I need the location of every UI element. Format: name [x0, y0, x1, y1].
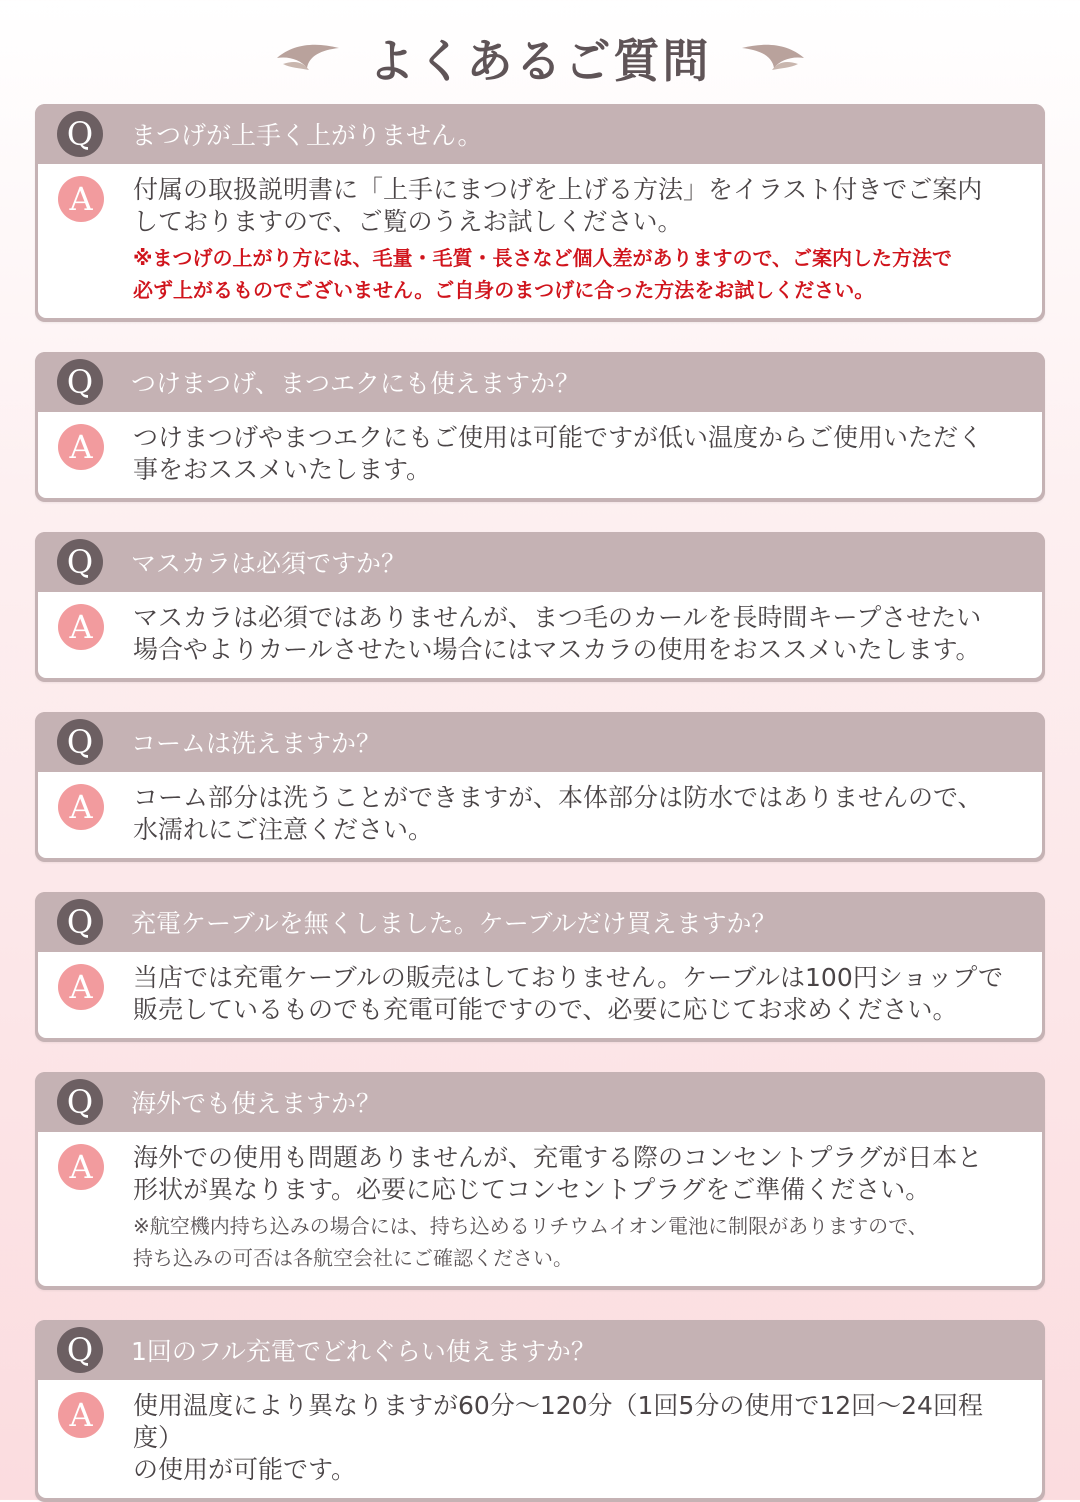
page-header	[0, 18, 1080, 98]
question-row	[35, 1320, 1045, 1380]
answer-text: 付属の取扱説明書に「上手にまつげを上げる方法」をイラスト付きでご案内 しておりますので、ご覧のうえお試しください。	[133, 175, 983, 236]
question-row	[35, 352, 1045, 412]
answer-text: 海外での使用も問題ありませんが、充電する際のコンセントプラグが日本と 形状が異なります。必要に応じてコンセントプラグをご準備ください。	[133, 1143, 983, 1204]
q-badge-icon: Q	[57, 899, 103, 945]
answer-text: 当店では充電ケーブルの販売はしておりません。ケーブルは100円ショップで 販売しているものでも充電可能ですので、必要に応じてお求めください。	[133, 963, 1003, 1024]
answer-row	[38, 1380, 1042, 1498]
q-badge-icon: Q	[57, 1327, 103, 1373]
question-text: マスカラは必須ですか？	[131, 549, 407, 578]
question-text: コームは洗えますか？	[131, 729, 382, 758]
question-text: つけまつげ、まつエクにも使えますか？	[131, 369, 581, 398]
answer-text: つけまつげやまつエクにもご使用は可能ですが低い温度からご使用いただく 事をおススメいたします。	[133, 423, 984, 484]
answer-text: マスカラは必須ではありませんが、まつ毛のカールを長時間キープさせたい 場合やよりカールさせたい場合にはマスカラの使用をおススメいたします。	[133, 603, 982, 664]
a-badge-icon: A	[58, 604, 104, 650]
a-badge-icon: A	[58, 1144, 104, 1190]
answer-row	[38, 592, 1042, 678]
question-text: 海外でも使えますか？	[131, 1089, 382, 1118]
a-badge-icon: A	[58, 176, 104, 222]
answer-note: ※まつげの上がり方には、毛量・毛質・長さなど個人差がありますので、ご案内した方法で 必ず上がるものでございません。ご自身のまつげに合った方法をお試しください。	[133, 246, 953, 302]
faq-item	[35, 1072, 1045, 1290]
faq-item	[35, 1320, 1045, 1502]
answer-row	[38, 164, 1042, 318]
question-row	[35, 532, 1045, 592]
faq-item	[35, 712, 1045, 862]
question-row	[35, 892, 1045, 952]
question-row	[35, 1072, 1045, 1132]
answer-row	[38, 412, 1042, 498]
q-badge-icon: Q	[57, 719, 103, 765]
faq-item	[35, 892, 1045, 1042]
answer-text: 使用温度により異なりますが60分〜120分（1回5分の使用で12回〜24回程度） の使用が可能です。	[133, 1391, 983, 1484]
a-badge-icon: A	[58, 964, 104, 1010]
q-badge-icon: Q	[57, 111, 103, 157]
faq-item	[35, 532, 1045, 682]
q-badge-icon: Q	[57, 1079, 103, 1125]
faq-item	[35, 352, 1045, 502]
q-badge-icon: Q	[57, 539, 103, 585]
a-badge-icon: A	[58, 424, 104, 470]
faq-list	[35, 104, 1045, 1502]
a-badge-icon: A	[58, 784, 104, 830]
page-title: よくあるご質問	[368, 34, 712, 88]
answer-text: コーム部分は洗うことができますが、本体部分は防水ではありませんので、 水濡れにご注意ください。	[133, 783, 983, 844]
right-wing-ornament-icon	[738, 38, 808, 78]
question-text: 1回のフル充電でどれぐらい使えますか？	[131, 1337, 596, 1366]
left-wing-ornament-icon	[273, 38, 343, 78]
answer-row	[38, 1132, 1042, 1286]
faq-item	[35, 104, 1045, 322]
question-text: まつげが上手く上がりません。	[131, 121, 483, 150]
question-text: 充電ケーブルを無くしました。ケーブルだけ買えますか？	[131, 909, 777, 938]
a-badge-icon: A	[58, 1392, 104, 1438]
answer-row	[38, 772, 1042, 858]
question-row	[35, 104, 1045, 164]
answer-note: ※航空機内持ち込みの場合には、持ち込めるリチウムイオン電池に制限がありますので、 持ち込みの可否は各航空会社にご確認ください。	[133, 1214, 928, 1270]
question-row	[35, 712, 1045, 772]
q-badge-icon: Q	[57, 359, 103, 405]
answer-row	[38, 952, 1042, 1038]
